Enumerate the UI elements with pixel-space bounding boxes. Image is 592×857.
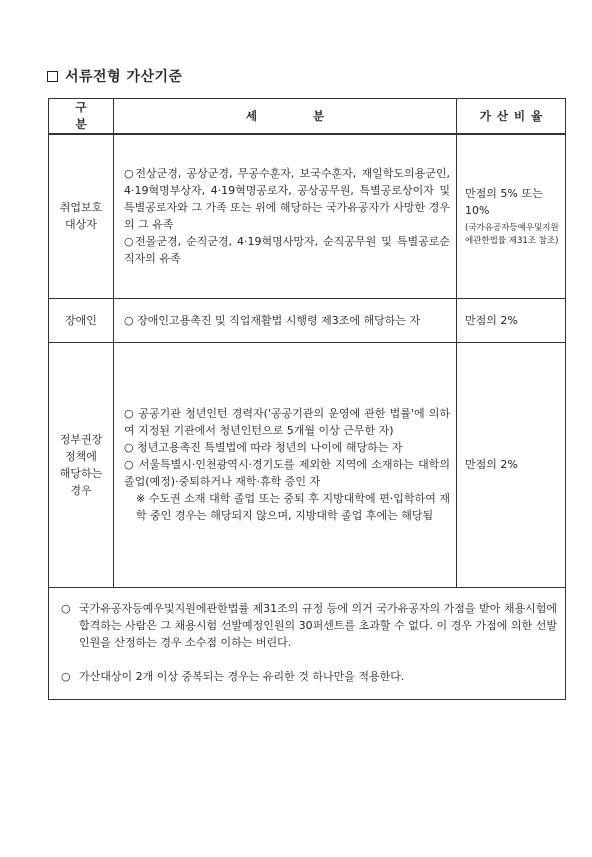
table-row	[49, 134, 566, 298]
list-item: ○ 장애인고용촉진 및 직업재활법 시행령 제3조에 해당하는 자	[124, 313, 421, 327]
note-item: ○ 가산대상이 2개 이상 중복되는 경우는 유리한 것 하나만을 적용한다.	[61, 669, 405, 683]
row-category: 취업보호 대상자	[49, 134, 114, 298]
row-detail	[114, 342, 457, 587]
header-category: 구 분	[49, 99, 114, 135]
circle-bullet-icon: ○	[61, 601, 71, 615]
ratio-value: 만점의 5% 또는 10%	[465, 186, 543, 217]
row-ratio	[457, 134, 566, 298]
bonus-criteria-table	[48, 98, 566, 700]
notes-row	[49, 587, 566, 699]
list-item: ○전몰군경, 순직군경, 4·19혁명사망자, 순직공무원 및 특별공로순직자의 유족	[124, 235, 450, 266]
ratio-value: 만점의 2%	[465, 313, 518, 327]
header-ratio: 가산비율	[457, 99, 566, 135]
table-row	[49, 342, 566, 587]
table-row	[49, 298, 566, 342]
note-item: ○ 국가유공자등예우및지원에관한법률 제31조의 규정 등에 의거 국가유공자의 가점을 받아 채용시험에 합격하는 사람은 그 채용시험 선발예정인원의 30퍼센트를 초과할 수 없다. 이 경우 가점에 의한 선발인원을 산정하는 경우 소수점 이하는 버린다.	[61, 601, 557, 649]
row-ratio	[457, 342, 566, 587]
row-category: 정부권장 정책에 해당하는 경우	[49, 342, 114, 587]
row-category: 장애인	[49, 298, 114, 342]
circle-bullet-icon: ○	[61, 669, 71, 683]
list-item: ○ 청년고용촉진 특별법에 따라 청년의 나이에 해당하는 자	[124, 441, 403, 454]
row-detail	[114, 134, 457, 298]
list-item: ○ 서울특별시·인천광역시·경기도를 제외한 지역에 소재하는 대학의 졸업(예정)·중퇴하거나 재학·휴학 증인 자	[124, 458, 450, 488]
page-title	[47, 66, 183, 86]
list-item: ※ 수도권 소재 대학 졸업 또는 중퇴 후 지방대학에 편·입학하여 재학 중인 경우는 해당되지 않으며, 지방대학 졸업 후에는 해당됨	[136, 492, 450, 522]
checkbox-square-icon	[47, 71, 58, 82]
ratio-value: 만점의 2%	[465, 458, 518, 471]
page-title-text: 서류전형 가산기준	[65, 69, 183, 85]
row-ratio	[457, 298, 566, 342]
header-detail: 세 분	[114, 99, 457, 135]
notes-cell	[49, 587, 566, 699]
list-item: ○ 공공기관 청년인턴 경력자('공공기관의 운영에 관한 법률'에 의하여 지정된 기관에서 청년인턴으로 5개월 이상 근무한 자)	[124, 407, 450, 437]
ratio-note: (국가유공자등예우및지원에관한법률 제31조 참조)	[465, 222, 559, 246]
table-header-row	[49, 99, 566, 135]
row-detail	[114, 298, 457, 342]
list-item: ○전상군경, 공상군경, 무공수훈자, 보국수훈자, 재일학도의용군인, 4·19혁명부상자, 4·19혁명공로자, 공상공무원, 특별공로상이자 및 특별공로자와 그 가족 또는 위에 해당하는 국가유공자가 사망한 경우의 그 유족	[124, 167, 450, 232]
